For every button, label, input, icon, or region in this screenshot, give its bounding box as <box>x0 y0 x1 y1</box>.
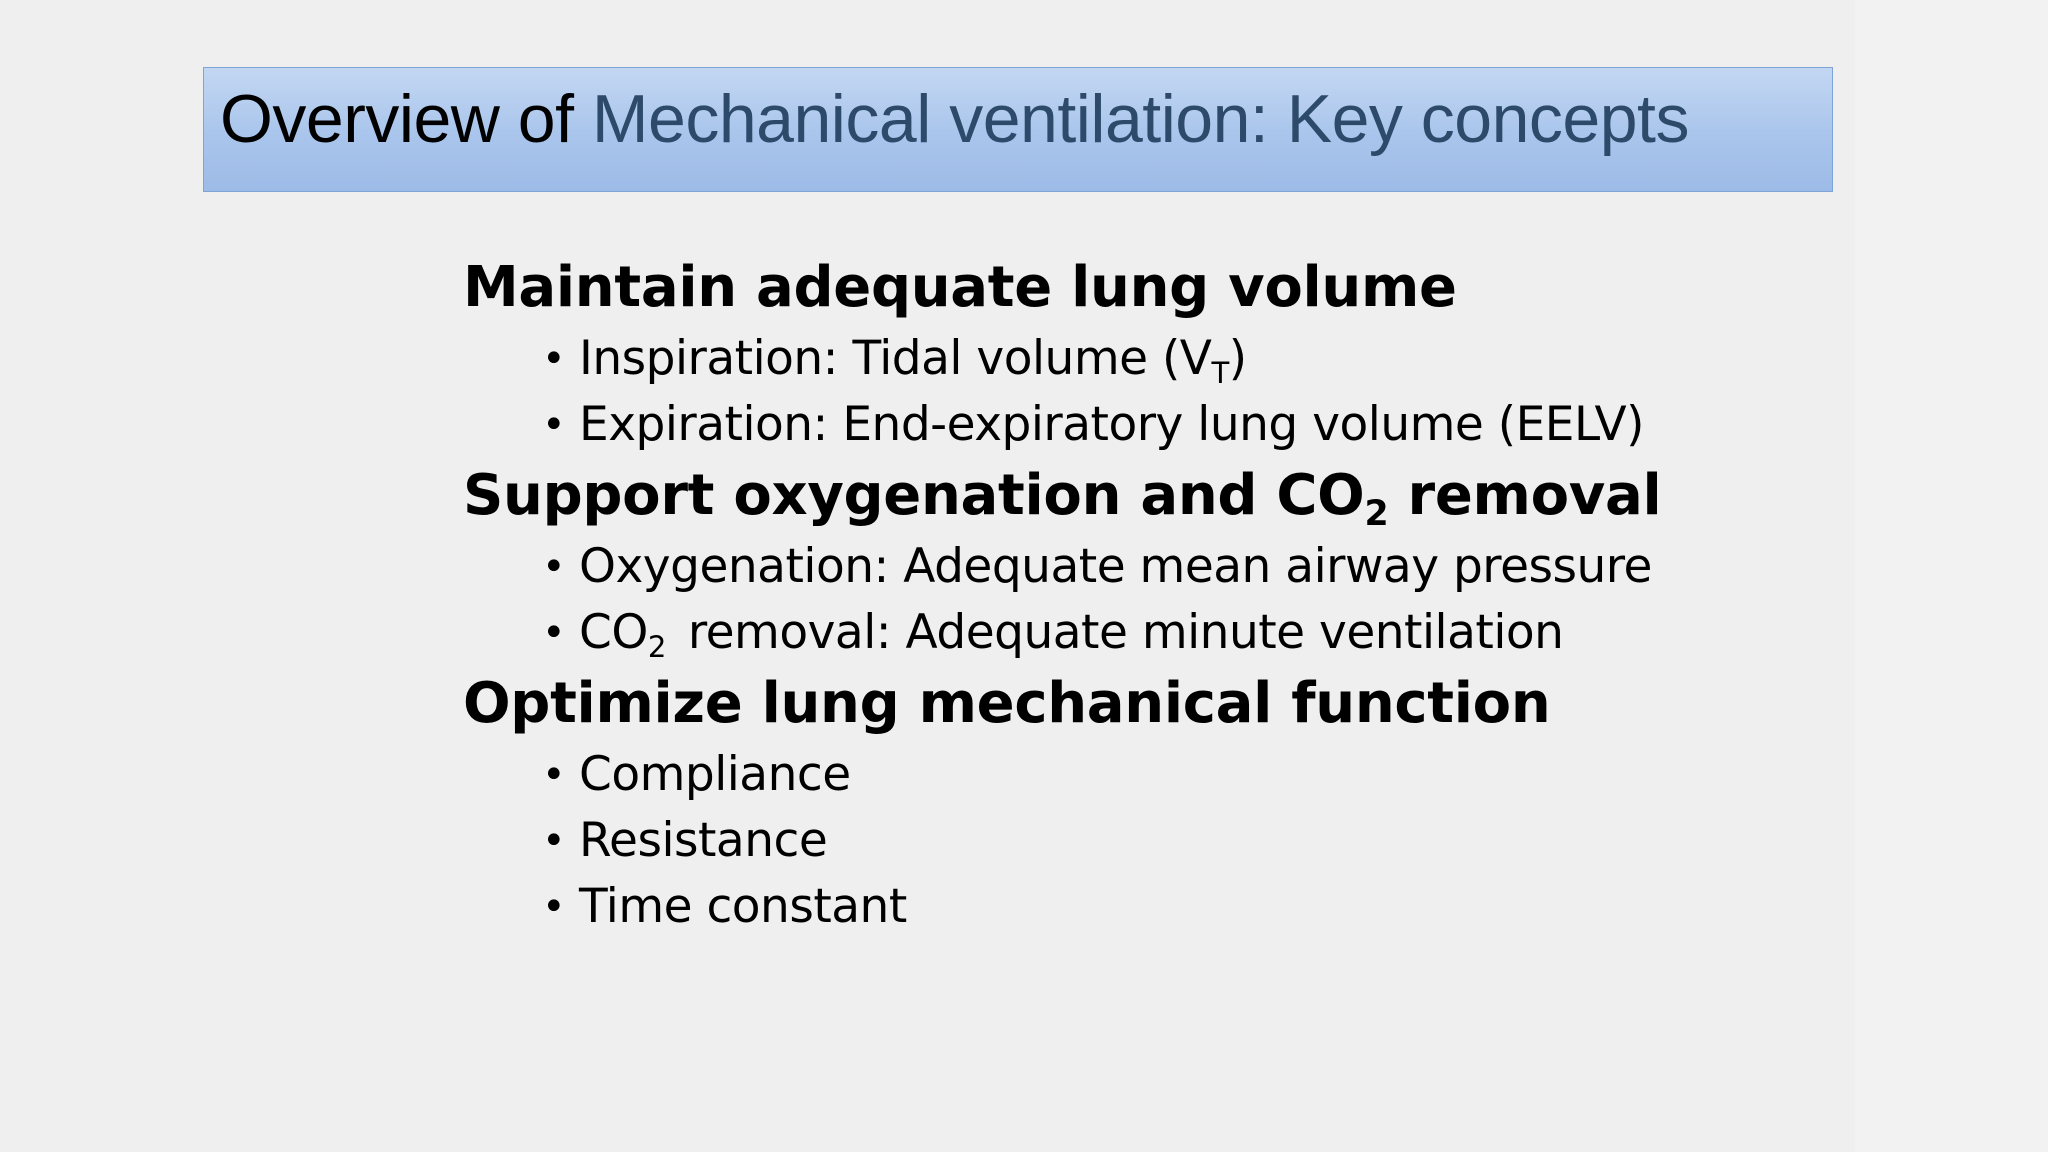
bullet-dot: • <box>542 544 566 590</box>
title-prefix: Overview of <box>220 81 592 157</box>
bullet-co2-removal <box>463 600 1823 666</box>
bullet-inspiration <box>463 326 1823 392</box>
subscript: 2 <box>1364 494 1389 535</box>
title-bar <box>203 67 1833 192</box>
slide-title <box>220 74 1689 164</box>
background-panel <box>1855 0 2048 1152</box>
bullet-text-pre: CO <box>579 605 648 660</box>
bullet-text: Oxygenation: Adequate mean airway pressure <box>579 539 1652 594</box>
section-heading-oxygenation <box>463 458 1823 534</box>
subscript: T <box>1211 356 1229 391</box>
bullet-text: Inspiration: Tidal volume (V <box>579 331 1212 386</box>
bullet-dot: • <box>542 336 566 382</box>
bullet-text-end: ) <box>1228 331 1247 386</box>
bullet-oxygenation <box>463 534 1823 600</box>
heading-text-end: removal <box>1388 463 1662 528</box>
slide-content <box>463 250 1823 940</box>
bullet-text: Time constant <box>579 879 907 934</box>
bullet-text: Expiration: End-expiratory lung volume (EELV) <box>579 397 1644 452</box>
bullet-compliance <box>463 742 1823 808</box>
section-heading-mechanics: Optimize lung mechanical function <box>463 671 1551 736</box>
bullet-expiration <box>463 392 1823 458</box>
bullet-text: removal: Adequate minute ventilation <box>687 605 1564 660</box>
bullet-text: Compliance <box>579 747 851 802</box>
bullet-dot: • <box>542 610 566 656</box>
title-topic: Mechanical ventilation: Key concepts <box>591 81 1689 157</box>
bullet-text: Resistance <box>579 813 828 868</box>
heading-text: Support oxygenation and CO <box>463 463 1365 528</box>
section-heading-lung-volume: Maintain adequate lung volume <box>463 255 1457 320</box>
bullet-dot: • <box>542 884 566 930</box>
subscript: 2 <box>647 630 666 665</box>
bullet-dot: • <box>542 752 566 798</box>
bullet-dot: • <box>542 818 566 864</box>
bullet-time-constant <box>463 874 1823 940</box>
bullet-dot: • <box>542 402 566 448</box>
bullet-resistance <box>463 808 1823 874</box>
